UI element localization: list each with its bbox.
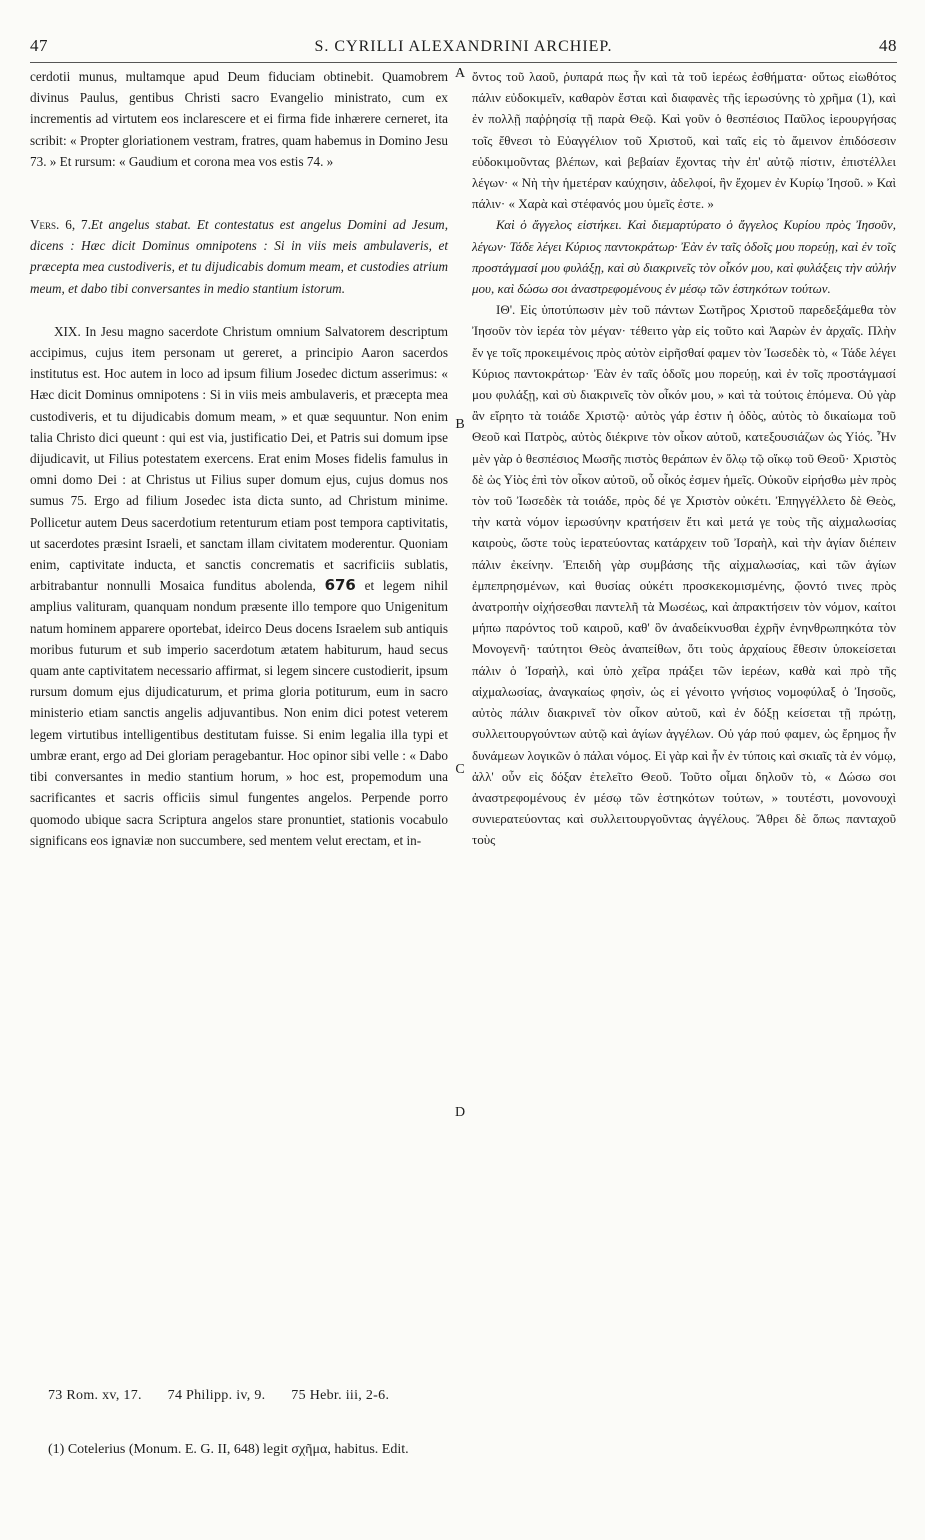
latin-section-number: XIX. xyxy=(54,323,81,339)
header-rule xyxy=(30,62,897,63)
page-header xyxy=(30,36,897,60)
latin-section-text-a: In Jesu magno sacerdote Christum omnium Salvatorem descriptum accipimus, cujus item personam ut gereret, a principio Aaron sacerdos institutus est. Hoc autem in loco ad ipsum filium Josedec dictum asserimus: « Hæc dicit Dominus omnipotens : Si in viis meis ambulaveris, et præcepta mea custodiveris, et tu dijudicabis domum meam, » et quæ sequuntur. Non enim talia Christo dici queunt : qui est via, justificatio Dei, et Patris sui domum ipse dijudicavit, ut Filius potestatem exercens. Erat enim Moses fidelis famulus in omni domo Dei : at Christus ut Filius super domum ejus, cujus domus nos sumus 75. Ergo ad filium Josedec ista dicta sunto, ad Christum minime. Pollicetur autem Deus sacerdotium retenturum etiam post tempora captivitatis, ut sacerdotes præsint Israeli, et sanctam illam civitatem moderentur. Quoniam enim, captivitate inducta, et sanctis concrematis et sacrificiis sublatis, arbitrabantur nonnulli Mosaica funditus abolenda, xyxy=(30,323,449,594)
left-page-number: 47 xyxy=(30,36,48,55)
latin-section-xix xyxy=(30,321,448,851)
latin-section-text-b: et legem nihil amplius valituram, quanquam nondum præsente illo tempore quo Unigenitum natum hominem apparere oportebat, ideirco Deus docens Israelem sub antiquis moribus futurum et sub imperio sacerdotum ætatem habiturum, haud secus quam ante captivitatem necessario affirmat, si legem sincere custodierit, ipsum rursum domum ejus dijudicaturum, et prima gloria potiturum, eum in sacro ministerio etiam sanctis angelis adjuvantibus. Non enim dici potest veterem legem virtutibus intelligentibus destitutam fuisse. Si enim legalia illa typi et umbræ erant, ergo ad Dei gloriam peragebantur. Hoc opinor sibi velle : « Dabo tibi conversantes in medio stantium horum, » hoc est, propemodum una sacrificantes et sacris officiis simul fungentes angelos. Perpende porro quomodo ubique sacra Scriptura angelos stare pronuntiet, stationis vocabulo significans eos ignaviæ non succumbere, sed mentem velut erectam, et in- xyxy=(30,578,449,848)
latin-column xyxy=(30,66,448,851)
margin-mark-a: A xyxy=(454,66,466,81)
greek-verse-text: Καὶ ὁ ἄγγελος εἱστήκει. Καὶ διεμαρτύρατο ὁ ἄγγελος Κυρίου πρὸς Ἰησοῦν, λέγων· Τάδε λέγει Κύριος παντοκράτωρ· Ἐὰν ἐν ταῖς ὁδοῖς μου πορεύῃ, καὶ ἐν τοῖς προστάγμασί μου φυλάξῃ, καὶ σὺ διακρινεῖς τὸν οἶκόν μου, καὶ φυλάξεις τὴν αὐλήν μου, καὶ δώσω σοι ἀναστρεφομένους ἐν μέσῳ τῶν ἑστηκότων τούτων. xyxy=(472,217,896,297)
page-marker: 676 xyxy=(324,576,356,595)
footnote-75: 75 Hebr. iii, 2-6. xyxy=(291,1388,390,1403)
running-title: S. CYRILLI ALEXANDRINI ARCHIEP. xyxy=(314,38,613,55)
greek-section-number: ΙΘ'. xyxy=(496,302,516,318)
greek-section-xix xyxy=(472,299,896,850)
footnote-73: 73 Rom. xv, 17. xyxy=(48,1388,142,1403)
greek-section-text: Εἰς ὑποτύπωσιν μὲν τοῦ πάντων Σωτῆρος Χριστοῦ παρεδεξάμεθα τὸν Ἰησοῦν τὸν ἱερέα τὸν μέγαν· τέθειτο γὰρ εἰς τοῦτο καὶ Ἀαρὼν ἐν ἀρχαῖς. Πλὴν ἔν γε τοῖς προκειμένοις πρὸς αὐτὸν εἰρῆσθαί φαμεν τὸν Ἰωσεδὲκ τὸ, « Τάδε λέγει Κύριος παντοκράτωρ· Ἐὰν ἐν ταῖς ὁδοῖς μου πορεύῃ, καὶ ἐν τοῖς προστάγμασί μου φυλάξῃ, καὶ σὺ διακρινεῖς τὸν οἶκόν μου, » καὶ τὰ τούτοις ἑπόμενα. Οὐ γὰρ ἂν εἴρητο τὰ τοιάδε Χριστῷ· αὐτὸς γάρ ἐστιν ἡ ὁδὸς, αὐτὸς τὸ δικαίωμα τοῦ Θεοῦ καὶ Πατρὸς, αὐτὸς διέκρινε τὸν οἶκον αὐτοῦ, κατεξουσιάζων ὡς Υἱός. Ἦν μὲν γὰρ ὁ θεσπέσιος Μωσῆς πιστὸς θεράπων ἐν ὅλῳ τῷ οἴκῳ τοῦ Θεοῦ· Χριστὸς δὲ ὡς Υἱὸς ἐπὶ τὸν οἶκον αὐτοῦ, οὗ οἶκός ἐσμεν ἡμεῖς. Οὐκοῦν εἰρήσθω μὲν πρὸς τὸν τοῦ Ἰωσεδὲκ τὰ τοιάδε, πρὸς δέ γε Χριστὸν οὐκέτι. Ἐπηγγέλλετο δὲ Θεὸς, τὴν κατὰ νόμον ἱερωσύνην κρατήσειν ἔτι καὶ μετά γε τοὺς τῆς αἰχμαλωσίας καιροὺς, ὥστε τοὺς ἱερατεύοντας κατάρχειν τοῦ Ἰσραὴλ, καὶ τὴν ἁγίαν διέπειν πάλιν ἐκείνην. Ἐπειδὴ γὰρ συμβάσης τῆς αἰχμαλωσίας, καὶ τῶν ἁγίων ἐμπεπρησμένων, καὶ θυσίας οὐκέτι προσκεκομισμένης, ᾤοντό τινες πρὸς ἀνατροπὴν οἰχήσεσθαι παντελῆ τὰ Μωσέως, καὶ ἀπρακτήσειν τὸν νόμον, καίτοι μήπω παρόντος τοῦ καιροῦ, καθ' ὃν ἀναδείκνυσθαι ἐχρῆν ἐνηνθρωπηκότα τὸν Μονογενῆ· ταύτητοι Θεὸς ἀναπείθων, ὅτι τοὺς ἀρχαίους ἔθεσιν ὑποκείσεται πάλιν ὁ Ἰσραὴλ, καὶ ὑπὸ χεῖρα πράξει τῶν ἱερέων, καθὰ καὶ πρὸ τῆς αἰχμαλωσίας, ἀναγκαίως φησὶν, ὡς εἰ γένοιτο γνήσιος νομοφύλαξ ὁ Ἰησοῦς, αὐτὸς πάλιν διακρινεῖ τὸν οἶκον αὐτοῦ, καὶ ἐν δόξῃ κείσεται τῇ πρώτῃ, συλλειτουργούντων αὐτῷ καὶ ἁγίων ἀγγέλων. Οὐ γάρ πού φαμεν, ὡς ἔρημος ἦν δυνάμεων λογικῶν ὁ πάλαι νόμος. Εἰ γὰρ καὶ ἦν ἐν τύποις καὶ σκιαῖς τὰ ἐν νόμῳ, ἀλλ' οὖν εἰς δόξαν ἐτελεῖτο Θεοῦ. Τοῦτο οἶμαι δηλοῦν τὸ, « Δώσω σοι ἀναστρεφομένους ἐν μέσῳ τῶν ἑστηκότων τούτων, » τουτέστι, μονονουχὶ συνιερατεύοντας καὶ συλλειτουργοῦντας ἀγγέλους. Ἄθρει δὲ ὅπως πανταχοῦ τοὺς xyxy=(472,302,896,848)
greek-verse-paragraph xyxy=(472,214,896,299)
greek-column xyxy=(472,66,896,851)
margin-mark-b: B xyxy=(455,417,465,432)
editor-note: (1) Cotelerius (Monum. E. G. II, 648) legit σχῆμα, habitus. Edit. xyxy=(48,1442,409,1457)
latin-verse-label: Vers. 6, 7. xyxy=(30,217,91,233)
margin-mark-c: C xyxy=(455,762,465,777)
greek-paragraph-1: ὄντος τοῦ λαοῦ, ῥυπαρά πως ἦν καὶ τὰ τοῦ ἱερέως ἐσθήματα· οὕτως εἰωθότος πάλιν εὐδοκιμεῖν, καθαρὸν ἔσται καὶ διαφανὲς τῆς ἱερωσύνης τὸ χρῆμα (1), καὶ ἐν πολλῇ παῤῥησίᾳ τῇ παρὰ Θεῷ. Καὶ γοῦν ὁ θεσπέσιος Παῦλος ἱερουργήσας τοῖς ἔθνεσι τὸ Εὐαγγέλιον τοῦ Χριστοῦ, καὶ ταῖς εἰς τὸ ἄμεινον ἐπιδόσεσιν εὐδοκιμοῦντας βλέπων, καὶ βεβαίαν ἔχοντας τὴν ἐπ' αὐτῷ πίστιν, ἐπιστέλλει λέγων· « Νὴ τὴν ἡμετέραν καύχησιν, ἀδελφοί, ἣν ἔχομεν ἐν Κυρίῳ Ἰησοῦ. » Καὶ πάλιν· « Χαρὰ καὶ στέφανός μου ὑμεῖς ἐστε. » xyxy=(472,69,896,212)
footnote-74: 74 Philipp. iv, 9. xyxy=(167,1388,266,1403)
right-page-number: 48 xyxy=(879,36,897,55)
latin-paragraph-1: cerdotii munus, multamque apud Deum fiduciam obtinebit. Quamobrem divinus Paulus, gentibus Christi sacro Evangelio ministrato, cum ex incrementis ad virtutem eos inclarescere et ei firma fide inhærere cerneret, ita scribit: « Propter gloriationem vestram, fratres, quam habemus in Domino Jesu 73. » Et rursum: « Gaudium et corona mea vos estis 74. » xyxy=(30,69,448,169)
margin-mark-d: D xyxy=(454,1105,466,1120)
latin-verse-paragraph xyxy=(30,214,448,299)
footnotes xyxy=(48,1388,411,1404)
latin-verse-text: Et angelus stabat. Et contestatus est angelus Domini ad Jesum, dicens : Hæc dicit Dominus omnipotens : Si in viis meis ambulaveris, et præcepta mea custodiveris, et tu dijudicabis domum meam, et custodies atrium meum, et dabo tibi conversantes in medio stantium istorum. xyxy=(30,217,449,296)
